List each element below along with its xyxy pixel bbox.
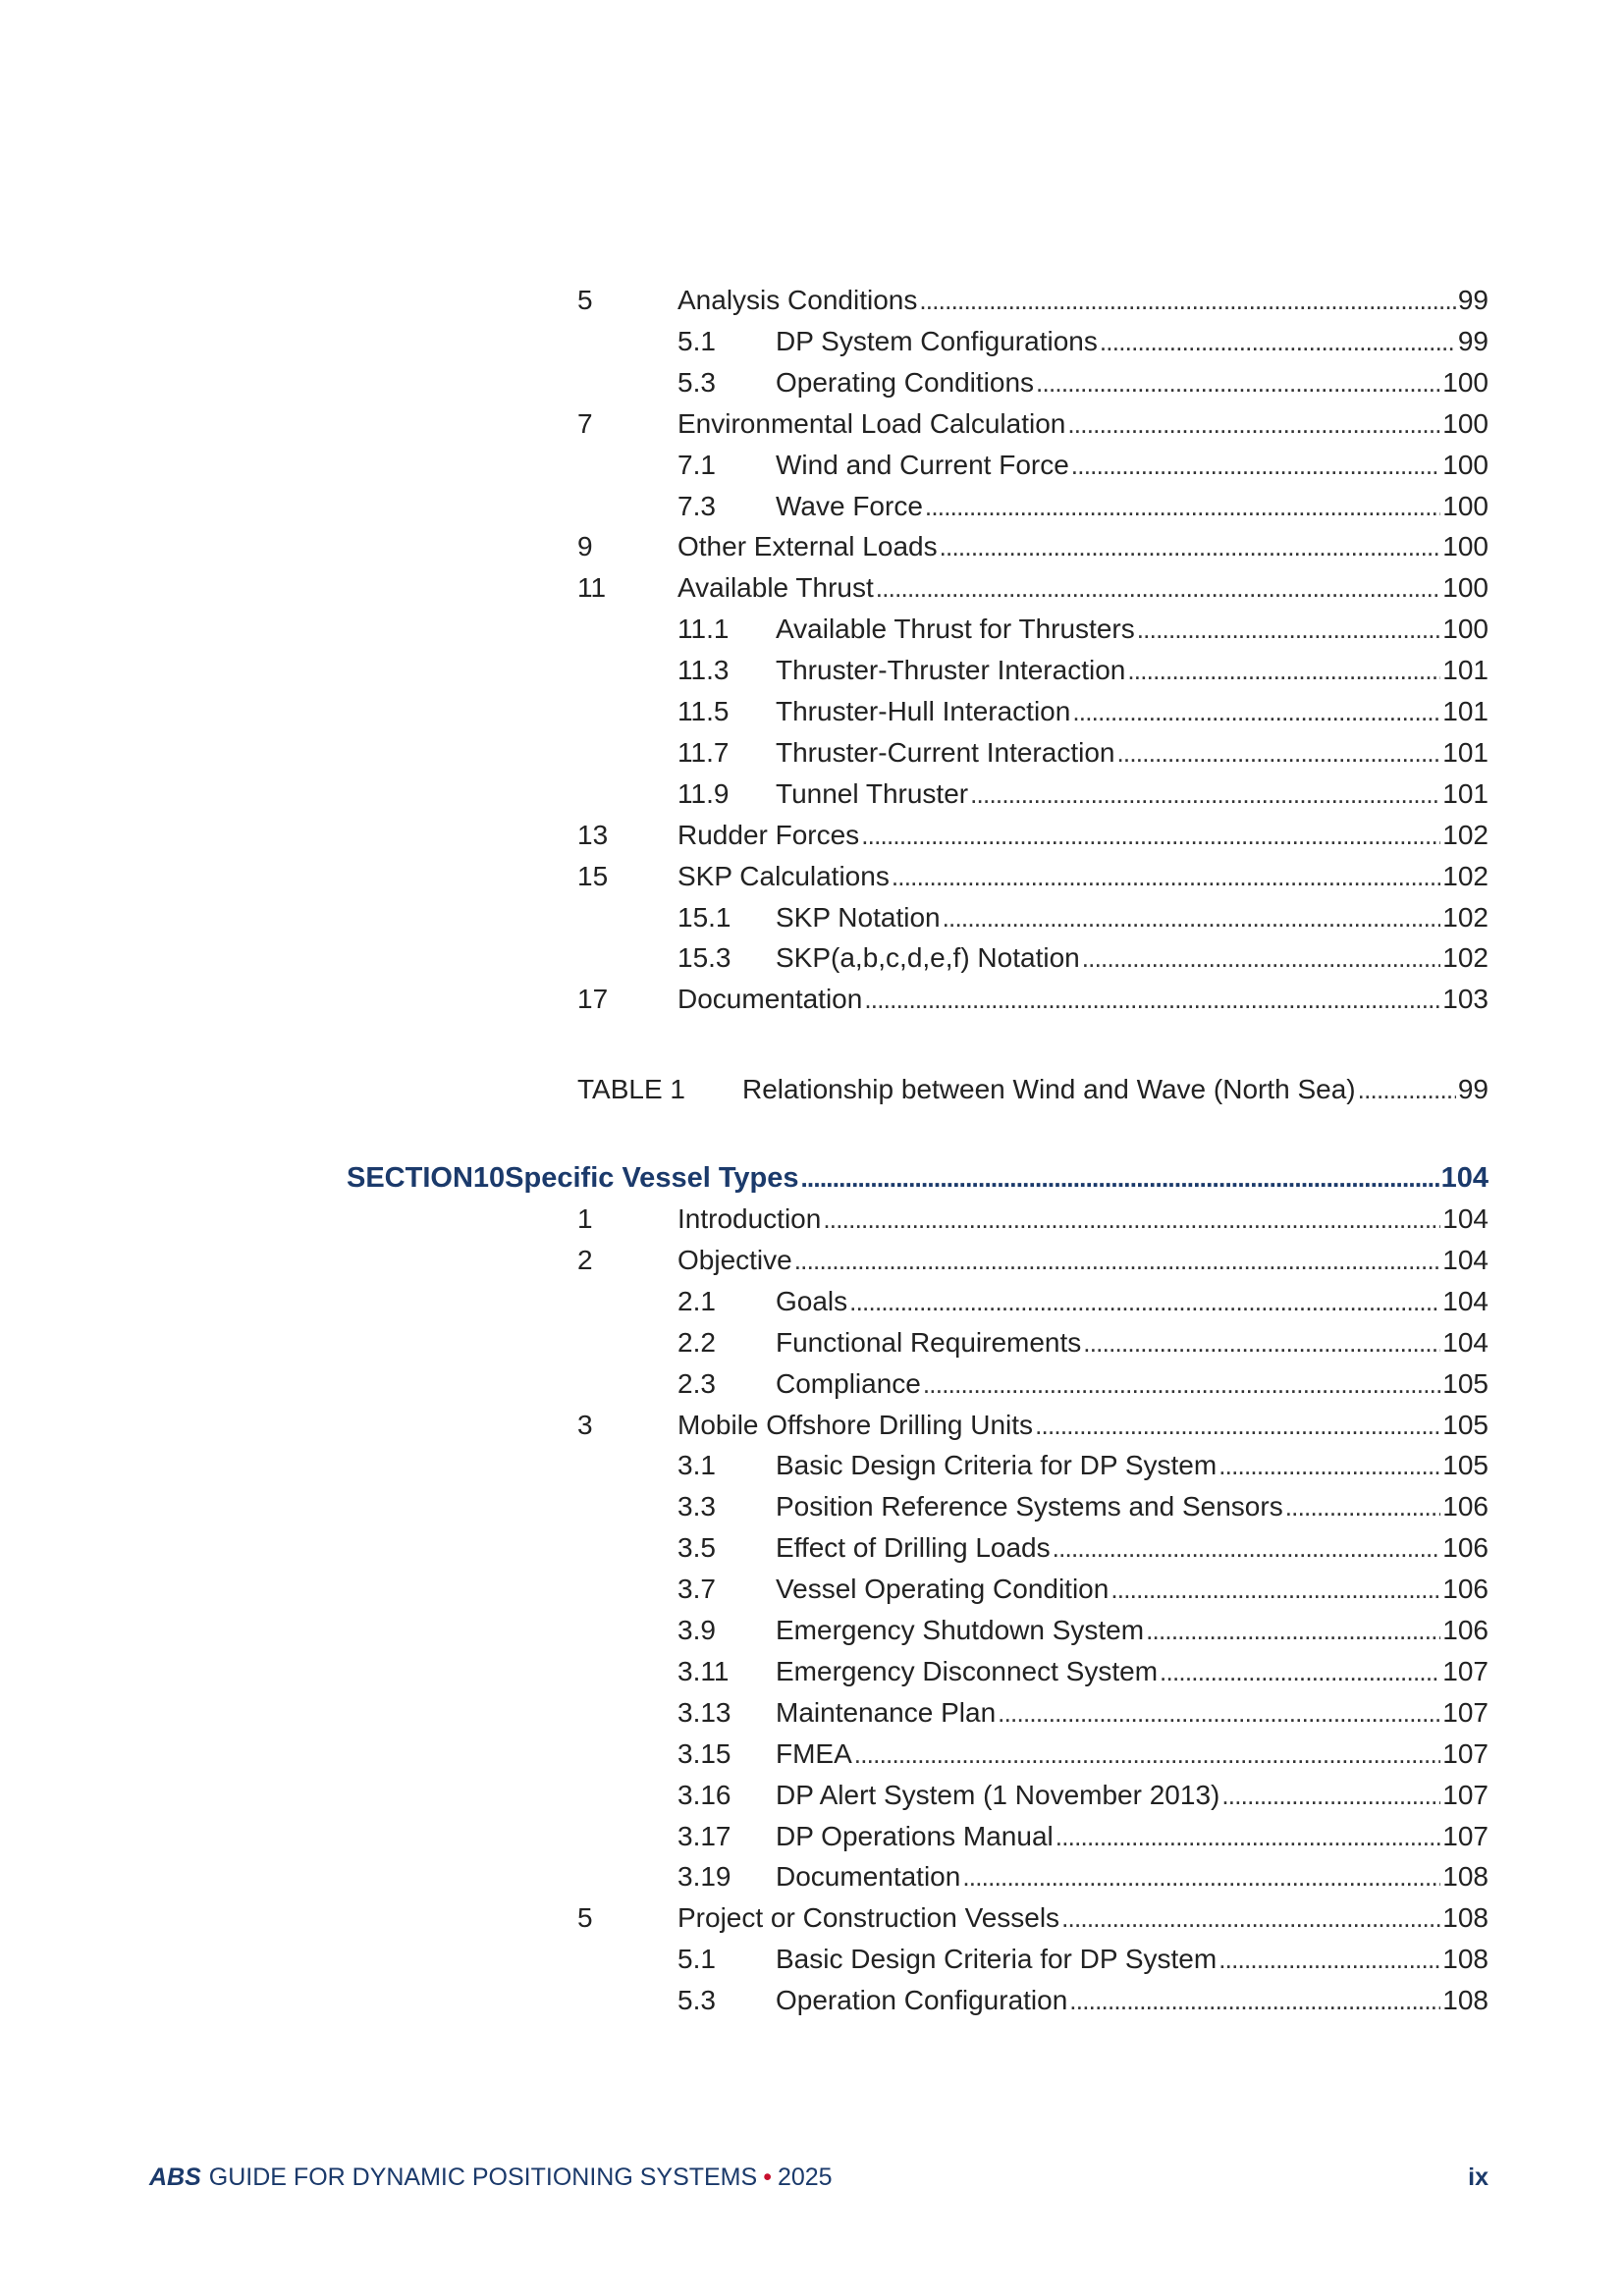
entry-number: 5.1 — [677, 1944, 716, 1975]
entry-title: Emergency Disconnect System — [776, 1655, 1159, 1686]
dot-leader — [962, 1859, 1440, 1895]
entry-page: 102 — [1442, 942, 1489, 974]
entry-title: Vessel Operating Condition — [776, 1574, 1110, 1605]
toc-entry[interactable] — [577, 859, 1489, 894]
dot-leader — [970, 776, 1440, 812]
toc-entry[interactable] — [677, 1942, 1489, 1977]
toc-entry[interactable] — [677, 1613, 1489, 1648]
toc-entry[interactable] — [677, 1654, 1489, 1689]
dot-leader — [1056, 1819, 1441, 1854]
entry-number: 5 — [577, 1902, 593, 1934]
entry-page: 106 — [1442, 1532, 1489, 1564]
entry-page: 100 — [1442, 572, 1489, 604]
dot-leader — [849, 1284, 1440, 1319]
dot-leader — [1146, 1613, 1440, 1648]
entry-title: Available Thrust for Thrusters — [776, 614, 1135, 645]
entry-page: 107 — [1442, 1655, 1489, 1686]
dot-leader — [1127, 653, 1440, 688]
entry-title: DP System Configurations — [776, 325, 1098, 356]
toc-entry[interactable] — [677, 735, 1489, 771]
page-footer — [149, 2160, 1489, 2195]
toc-entry[interactable] — [577, 1408, 1489, 1443]
entry-page: 101 — [1442, 777, 1489, 809]
entry-page: 102 — [1442, 819, 1489, 850]
entry-number: 15.3 — [677, 942, 731, 974]
dot-leader — [1035, 1408, 1440, 1443]
entry-title: Environmental Load Calculation — [677, 407, 1066, 439]
entry-page: 102 — [1442, 860, 1489, 891]
toc-entry[interactable] — [677, 1366, 1489, 1402]
entry-page: 99 — [1457, 325, 1489, 356]
dot-leader — [1071, 448, 1440, 483]
entry-number: 9 — [577, 531, 593, 562]
entry-number: 1 — [577, 1203, 593, 1234]
entry-title: Basic Design Criteria for DP System — [776, 1450, 1218, 1481]
entry-title: Functional Requirements — [776, 1326, 1082, 1358]
dot-leader — [1221, 1778, 1440, 1813]
abs-logo-text: ABS — [149, 2163, 201, 2191]
dot-leader — [1072, 694, 1440, 729]
entry-number: 3.9 — [677, 1615, 716, 1645]
entry-page: 108 — [1442, 1985, 1489, 2016]
toc-section-heading[interactable] — [347, 1160, 1489, 1196]
toc-entry[interactable] — [577, 1243, 1489, 1278]
entry-number: 5.3 — [677, 366, 716, 398]
toc-entry[interactable] — [677, 448, 1489, 483]
entry-number: 3.5 — [677, 1532, 716, 1564]
section-label: SECTION — [347, 1162, 473, 1194]
entry-title: Goals — [776, 1285, 848, 1316]
toc-entry[interactable] — [677, 365, 1489, 400]
entry-number: 11.7 — [677, 736, 730, 768]
table-label: TABLE 1 — [577, 1074, 685, 1104]
section-title: Specific Vessel Types — [505, 1162, 799, 1194]
entry-page: 107 — [1442, 1779, 1489, 1810]
entry-title: Maintenance Plan — [776, 1696, 997, 1728]
entry-title: Thruster-Hull Interaction — [776, 696, 1071, 726]
dot-leader — [1053, 1530, 1441, 1566]
dot-leader — [1358, 1072, 1456, 1107]
dot-leader — [864, 982, 1440, 1017]
dot-leader — [854, 1736, 1441, 1772]
dot-leader — [1061, 1900, 1440, 1936]
toc-entry[interactable] — [677, 776, 1489, 812]
entry-page: 100 — [1442, 407, 1489, 439]
toc-entry[interactable] — [677, 489, 1489, 524]
entry-title: Thruster-Thruster Interaction — [776, 655, 1126, 686]
entry-title: Emergency Shutdown System — [776, 1615, 1145, 1645]
entry-page: 105 — [1442, 1450, 1489, 1481]
entry-number: 3.7 — [677, 1574, 716, 1605]
entry-number: 15 — [577, 860, 609, 891]
entry-number: 11 — [577, 572, 607, 604]
toc-entry[interactable] — [677, 1983, 1489, 2018]
entry-number: 7 — [577, 407, 593, 439]
entry-title: Operation Configuration — [776, 1985, 1068, 2016]
toc-entry[interactable] — [677, 694, 1489, 729]
toc-entry[interactable] — [677, 940, 1489, 976]
entry-number: 5 — [577, 285, 593, 315]
toc-entry[interactable] — [677, 1325, 1489, 1361]
entry-title: Effect of Drilling Loads — [776, 1532, 1051, 1564]
toc-entry[interactable] — [677, 324, 1489, 359]
entry-title: DP Operations Manual — [776, 1820, 1054, 1851]
entry-page: 104 — [1442, 1285, 1489, 1316]
entry-title: Rudder Forces — [677, 819, 860, 850]
entry-page: 101 — [1442, 736, 1489, 768]
entry-page: 100 — [1442, 531, 1489, 562]
entry-number: 3.3 — [677, 1491, 716, 1522]
entry-number: 2.1 — [677, 1285, 716, 1316]
entry-page: 104 — [1442, 1203, 1489, 1234]
entry-title: Objective — [677, 1244, 792, 1275]
entry-title: Basic Design Criteria for DP System — [776, 1944, 1218, 1975]
dot-leader — [925, 489, 1440, 524]
toc-entry[interactable] — [677, 612, 1489, 647]
dot-leader — [823, 1201, 1440, 1237]
entry-page: 106 — [1442, 1491, 1489, 1522]
dot-leader — [1100, 324, 1456, 359]
toc-entry[interactable] — [677, 1695, 1489, 1731]
entry-page: 100 — [1442, 614, 1489, 645]
entry-number: 2 — [577, 1244, 593, 1275]
entry-page: 100 — [1442, 490, 1489, 521]
entry-title: Operating Conditions — [776, 366, 1035, 398]
toc-entry[interactable] — [677, 1819, 1489, 1854]
dot-leader — [1160, 1654, 1440, 1689]
entry-page: 104 — [1442, 1326, 1489, 1358]
dot-leader — [1218, 1942, 1440, 1977]
toc-entry[interactable] — [577, 1900, 1489, 1936]
dot-leader — [1082, 940, 1441, 976]
footer-guide-title: GUIDE FOR DYNAMIC POSITIONING SYSTEMS — [208, 2163, 758, 2191]
entry-page: 100 — [1442, 366, 1489, 398]
entry-number: 3.16 — [677, 1779, 731, 1810]
table-title: Relationship between Wind and Wave (North Sea) — [742, 1074, 1356, 1104]
entry-page: 101 — [1442, 696, 1489, 726]
toc-entry[interactable] — [577, 529, 1489, 564]
entry-page: 104 — [1442, 1244, 1489, 1275]
entry-number: 7.3 — [677, 490, 716, 521]
toc-entry[interactable] — [577, 982, 1489, 1017]
entry-title: Thruster-Current Interaction — [776, 736, 1115, 768]
entry-number: 11.1 — [677, 614, 730, 645]
entry-number: 3.17 — [677, 1820, 731, 1851]
entry-number: 3.1 — [677, 1450, 716, 1481]
entry-title: Mobile Offshore Drilling Units — [677, 1409, 1034, 1440]
dot-leader — [943, 900, 1441, 935]
table-page: 99 — [1457, 1074, 1489, 1104]
dot-leader — [1083, 1325, 1440, 1361]
toc-entry[interactable] — [677, 1572, 1489, 1607]
dot-leader — [1116, 735, 1440, 771]
section-number: 10 — [472, 1162, 506, 1194]
toc-entry[interactable] — [577, 283, 1489, 318]
entry-page: 100 — [1442, 449, 1489, 480]
entry-title: Tunnel Thruster — [776, 777, 969, 809]
dot-leader — [923, 1366, 1440, 1402]
entry-title: Other External Loads — [677, 531, 938, 562]
entry-number: 3.19 — [677, 1861, 731, 1893]
toc-entry[interactable] — [677, 1448, 1489, 1483]
entry-page: 108 — [1442, 1861, 1489, 1893]
entry-title: Wave Force — [776, 490, 923, 521]
dot-leader — [998, 1695, 1440, 1731]
dot-leader — [1067, 406, 1440, 442]
entry-number: 7.1 — [677, 449, 716, 480]
entry-page: 106 — [1442, 1615, 1489, 1645]
toc-entry[interactable] — [677, 1489, 1489, 1524]
dot-leader — [794, 1243, 1441, 1278]
entry-page: 102 — [1442, 901, 1489, 933]
entry-number: 2.2 — [677, 1326, 716, 1358]
entry-number: 17 — [577, 984, 609, 1015]
entry-page: 107 — [1442, 1820, 1489, 1851]
dot-leader — [892, 859, 1440, 894]
entry-number: 3.13 — [677, 1696, 731, 1728]
entry-title: FMEA — [776, 1737, 852, 1769]
entry-title: Project or Construction Vessels — [677, 1902, 1060, 1934]
dot-leader — [800, 1160, 1438, 1196]
entry-title: Available Thrust — [677, 572, 874, 604]
dot-leader — [940, 529, 1441, 564]
toc-entry[interactable] — [677, 1778, 1489, 1813]
entry-number: 3.15 — [677, 1737, 731, 1769]
entry-title: SKP Calculations — [677, 860, 890, 891]
dot-leader — [1285, 1489, 1441, 1524]
footer-title — [149, 2160, 833, 2195]
entry-number: 11.3 — [677, 655, 730, 686]
toc-entry[interactable] — [677, 900, 1489, 935]
entry-page: 103 — [1442, 984, 1489, 1015]
entry-title: Documentation — [776, 1861, 961, 1893]
dot-leader — [876, 570, 1441, 606]
entry-number: 11.5 — [677, 696, 730, 726]
entry-number: 3 — [577, 1409, 593, 1440]
entry-number: 11.9 — [677, 777, 730, 809]
toc-entry[interactable] — [677, 653, 1489, 688]
entry-page: 105 — [1442, 1409, 1489, 1440]
toc-entry[interactable] — [677, 1284, 1489, 1319]
dot-leader — [1218, 1448, 1440, 1483]
entry-page: 107 — [1442, 1737, 1489, 1769]
toc-entry[interactable] — [677, 1859, 1489, 1895]
dot-leader — [919, 283, 1456, 318]
dot-leader — [1110, 1572, 1440, 1607]
entry-title: Introduction — [677, 1203, 822, 1234]
entry-page: 101 — [1442, 655, 1489, 686]
dot-leader — [861, 818, 1440, 853]
entry-number: 15.1 — [677, 901, 731, 933]
toc-entry[interactable] — [577, 1201, 1489, 1237]
footer-bullet: • — [763, 2163, 772, 2191]
dot-leader — [1069, 1983, 1440, 2018]
entry-number: 5.3 — [677, 1985, 716, 2016]
toc-table-entry[interactable] — [577, 1072, 1489, 1107]
entry-number: 13 — [577, 819, 609, 850]
entry-page: 107 — [1442, 1696, 1489, 1728]
entry-title: Analysis Conditions — [677, 285, 918, 315]
toc-entry[interactable] — [577, 570, 1489, 606]
entry-page: 106 — [1442, 1574, 1489, 1605]
dot-leader — [1137, 612, 1441, 647]
entry-page: 108 — [1442, 1902, 1489, 1934]
entry-title: SKP Notation — [776, 901, 941, 933]
toc-entry[interactable] — [577, 406, 1489, 442]
toc-entry[interactable] — [677, 1530, 1489, 1566]
toc-entry[interactable] — [677, 1736, 1489, 1772]
entry-title: Documentation — [677, 984, 863, 1015]
dot-leader — [1036, 365, 1440, 400]
entry-page: 99 — [1457, 285, 1489, 315]
entry-page: 105 — [1442, 1367, 1489, 1399]
entry-page: 108 — [1442, 1944, 1489, 1975]
footer-year: 2025 — [777, 2163, 833, 2191]
page-number: ix — [1468, 2163, 1489, 2191]
entry-number: 3.11 — [677, 1655, 730, 1686]
entry-title: DP Alert System (1 November 2013) — [776, 1779, 1220, 1810]
toc-entry[interactable] — [577, 818, 1489, 853]
entry-title: Wind and Current Force — [776, 449, 1069, 480]
entry-title: SKP(a,b,c,d,e,f) Notation — [776, 942, 1080, 974]
entry-number: 2.3 — [677, 1367, 716, 1399]
section-page: 104 — [1440, 1162, 1489, 1194]
entry-number: 5.1 — [677, 325, 716, 356]
entry-title: Compliance — [776, 1367, 921, 1399]
entry-title: Position Reference Systems and Sensors — [776, 1491, 1283, 1522]
